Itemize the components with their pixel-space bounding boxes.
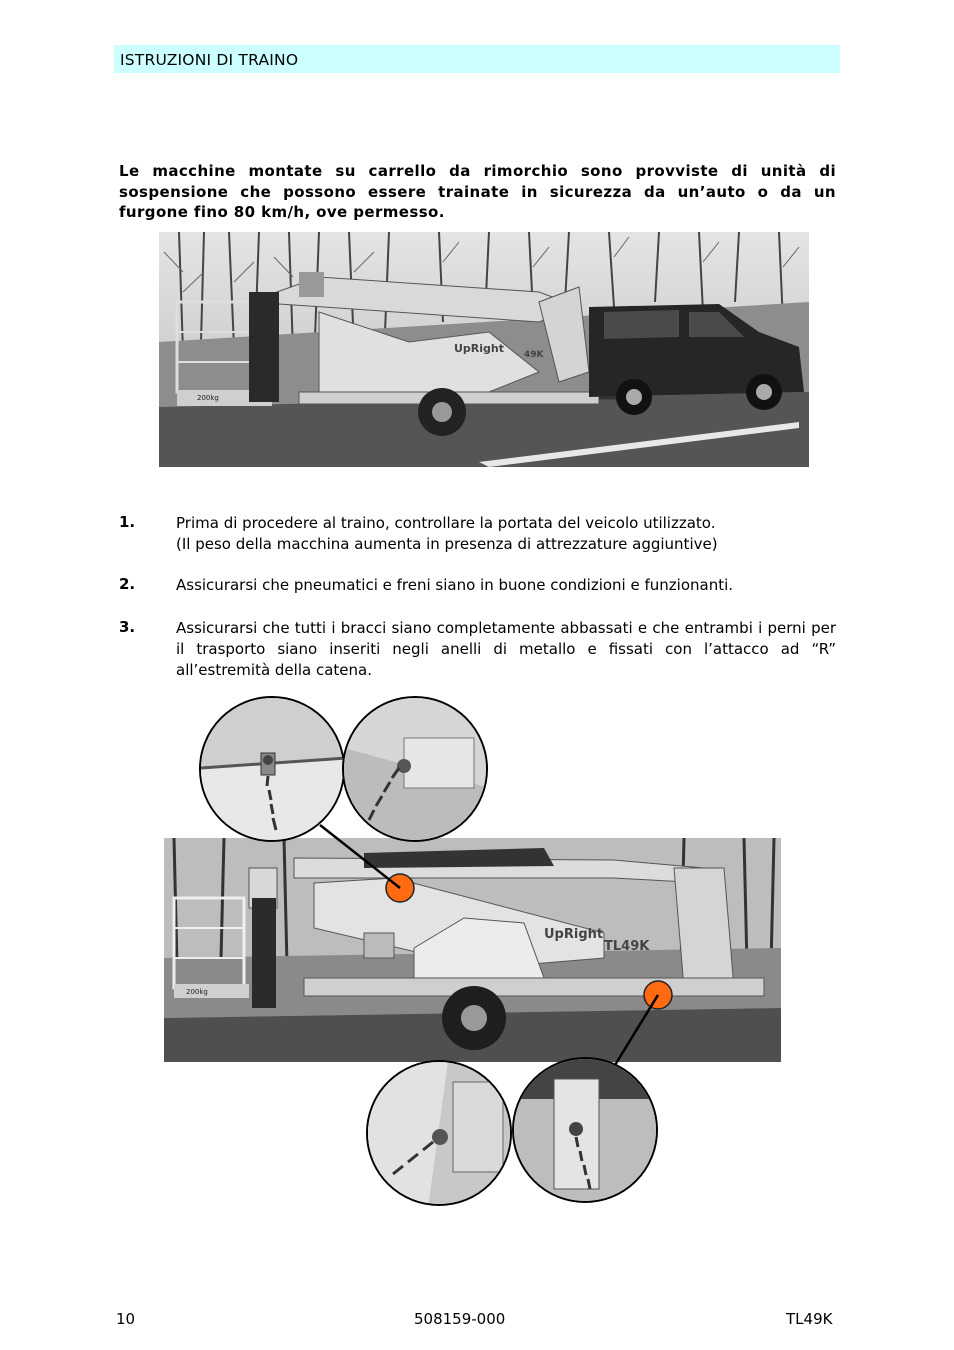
document-code: 508159-000	[414, 1310, 506, 1328]
step-number: 2.	[119, 575, 136, 593]
marker-rear-pin	[644, 981, 672, 1009]
step-number: 3.	[119, 618, 136, 636]
model-name: TL49K	[786, 1310, 833, 1328]
photo2-brand: UpRight	[544, 927, 604, 942]
photo2-plate: 200kg	[186, 988, 208, 996]
detail-circle-pin-3	[366, 1060, 512, 1206]
detail-circle-pin-4	[512, 1057, 658, 1203]
step-note: (Il peso della macchina aumenta in presenza di attrezzature aggiuntive)	[176, 534, 718, 553]
photo1-brand: UpRight	[454, 342, 505, 355]
detail-circle-pin-1	[199, 696, 345, 842]
intro-paragraph: Le macchine montate su carrello da rimorchio sono provviste di unità di sospensione che possono essere trainate in sicurezza da un’auto o da un furgone fino 80 km/h, ove permesso.	[119, 162, 836, 221]
lift-side-photo	[164, 838, 781, 1062]
marker-front-pin	[386, 874, 414, 902]
page-number: 10	[116, 1310, 136, 1328]
section-header	[114, 45, 840, 73]
step-main: Prima di procedere al traino, controllare la portata del veicolo utilizzato.	[176, 514, 716, 532]
step-text: Assicurarsi che pneumatici e freni siano in buone condizioni e funzionanti.	[176, 576, 734, 594]
step-number: 1.	[119, 513, 136, 531]
step-text: Assicurarsi che tutti i bracci siano completamente abbassati e che entrambi i perni per il trasporto siano inseriti negli anelli di metallo e fissati con l’attacco ad “R” all’estremità della catena.	[176, 619, 836, 679]
photo2-model: TL49K	[604, 939, 650, 954]
photo1-model: 49K	[524, 350, 544, 360]
section-title: ISTRUZIONI DI TRAINO	[120, 51, 299, 69]
step-text	[176, 513, 836, 555]
photo1-plate: 200kg	[197, 394, 219, 402]
towing-photo	[159, 232, 809, 467]
detail-circle-pin-2	[342, 696, 488, 842]
